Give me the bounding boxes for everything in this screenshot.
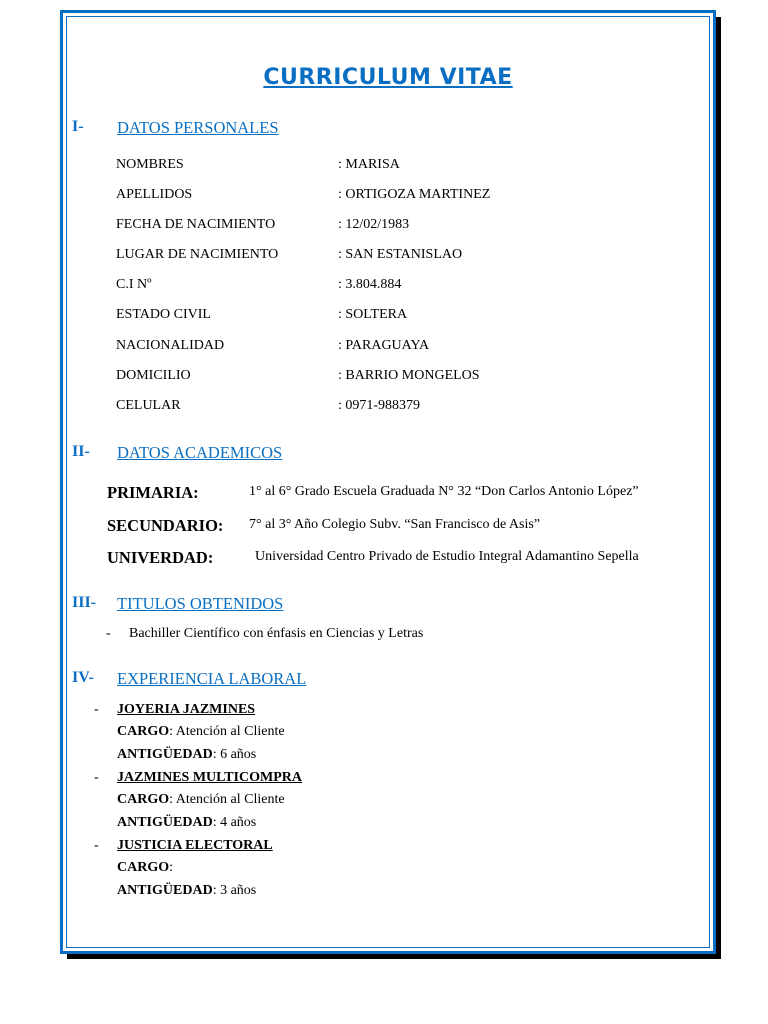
antiguedad-value: : 3 años xyxy=(212,883,257,898)
antiguedad-value: : 6 años xyxy=(212,747,257,762)
personal-label-nombres: NOMBRES xyxy=(116,157,184,172)
section-title-personal: DATOS PERSONALES xyxy=(117,118,279,137)
antiguedad-value: : 4 años xyxy=(212,815,257,830)
page-frame xyxy=(60,10,716,954)
section-number-personal: I- xyxy=(72,118,84,135)
cargo-label: CARGO xyxy=(117,724,170,739)
section-title-experience: EXPERIENCIA LABORAL xyxy=(117,669,307,688)
academic-value-universidad: Universidad Centro Privado de Estudio Integral Adamantino Sepella xyxy=(255,549,639,564)
personal-label-ci: C.I Nº xyxy=(116,277,152,292)
experience-antiguedad-2 xyxy=(117,815,256,831)
personal-label-apellidos: APELLIDOS xyxy=(116,187,193,202)
personal-label-fecha: FECHA DE NACIMIENTO xyxy=(116,217,276,232)
experience-antiguedad-3 xyxy=(117,883,256,899)
section-number-titles: III- xyxy=(72,594,97,611)
experience-company-1: JOYERIA JAZMINES xyxy=(117,702,256,717)
personal-value-domicilio: : BARRIO MONGELOS xyxy=(338,368,480,383)
document-title: CURRICULUM VITAE xyxy=(263,65,513,90)
personal-value-apellidos: : ORTIGOZA MARTINEZ xyxy=(338,187,491,202)
personal-label-estado: ESTADO CIVIL xyxy=(116,307,211,322)
personal-value-ci: : 3.804.884 xyxy=(338,277,402,292)
personal-label-domicilio: DOMICILIO xyxy=(116,368,191,383)
section-title-titles: TITULOS OBTENIDOS xyxy=(117,594,284,613)
personal-value-fecha: : 12/02/1983 xyxy=(338,217,410,232)
academic-value-primaria: 1° al 6° Grado Escuela Graduada N° 32 “Don Carlos Antonio López” xyxy=(249,484,639,499)
antiguedad-label: ANTIGÜEDAD xyxy=(117,815,213,830)
personal-value-nombres: : MARISA xyxy=(338,157,400,172)
cargo-label: CARGO xyxy=(117,792,170,807)
experience-company-3: JUSTICIA ELECTORAL xyxy=(117,838,273,853)
cargo-value: : xyxy=(169,860,174,875)
personal-label-celular: CELULAR xyxy=(116,398,181,413)
experience-company-2: JAZMINES MULTICOMPRA xyxy=(117,770,302,785)
experience-cargo-1 xyxy=(117,724,285,740)
academic-label-secundario: SECUNDARIO: xyxy=(107,516,224,535)
experience-cargo-3 xyxy=(117,860,173,876)
personal-label-lugar: LUGAR DE NACIMIENTO xyxy=(116,247,279,262)
academic-value-secundario: 7° al 3° Año Colegio Subv. “San Francisco de Asis” xyxy=(249,517,541,532)
section-number-experience: IV- xyxy=(72,669,94,686)
personal-value-lugar: : SAN ESTANISLAO xyxy=(338,247,463,262)
academic-label-primaria: PRIMARIA: xyxy=(107,483,199,502)
personal-value-nacionalidad: : PARAGUAYA xyxy=(338,338,430,353)
experience-bullet-2: - xyxy=(94,770,99,785)
personal-label-nacionalidad: NACIONALIDAD xyxy=(116,338,225,353)
experience-bullet-1: - xyxy=(94,702,99,717)
cargo-value: : Atención al Cliente xyxy=(169,792,285,807)
personal-value-estado: : SOLTERA xyxy=(338,307,408,322)
experience-bullet-3: - xyxy=(94,838,99,853)
section-number-academic: II- xyxy=(72,443,90,460)
page-frame-inner xyxy=(66,16,710,948)
cargo-label: CARGO xyxy=(117,860,170,875)
cargo-value: : Atención al Cliente xyxy=(169,724,285,739)
experience-antiguedad-1 xyxy=(117,747,256,763)
academic-label-universidad: UNIVERDAD: xyxy=(107,548,214,567)
personal-value-celular: : 0971-988379 xyxy=(338,398,421,413)
experience-cargo-2 xyxy=(117,792,285,808)
antiguedad-label: ANTIGÜEDAD xyxy=(117,883,213,898)
section-title-academic: DATOS ACADEMICOS xyxy=(117,443,283,462)
title-item: Bachiller Científico con énfasis en Ciencias y Letras xyxy=(129,626,424,641)
title-bullet: - xyxy=(106,626,111,641)
antiguedad-label: ANTIGÜEDAD xyxy=(117,747,213,762)
